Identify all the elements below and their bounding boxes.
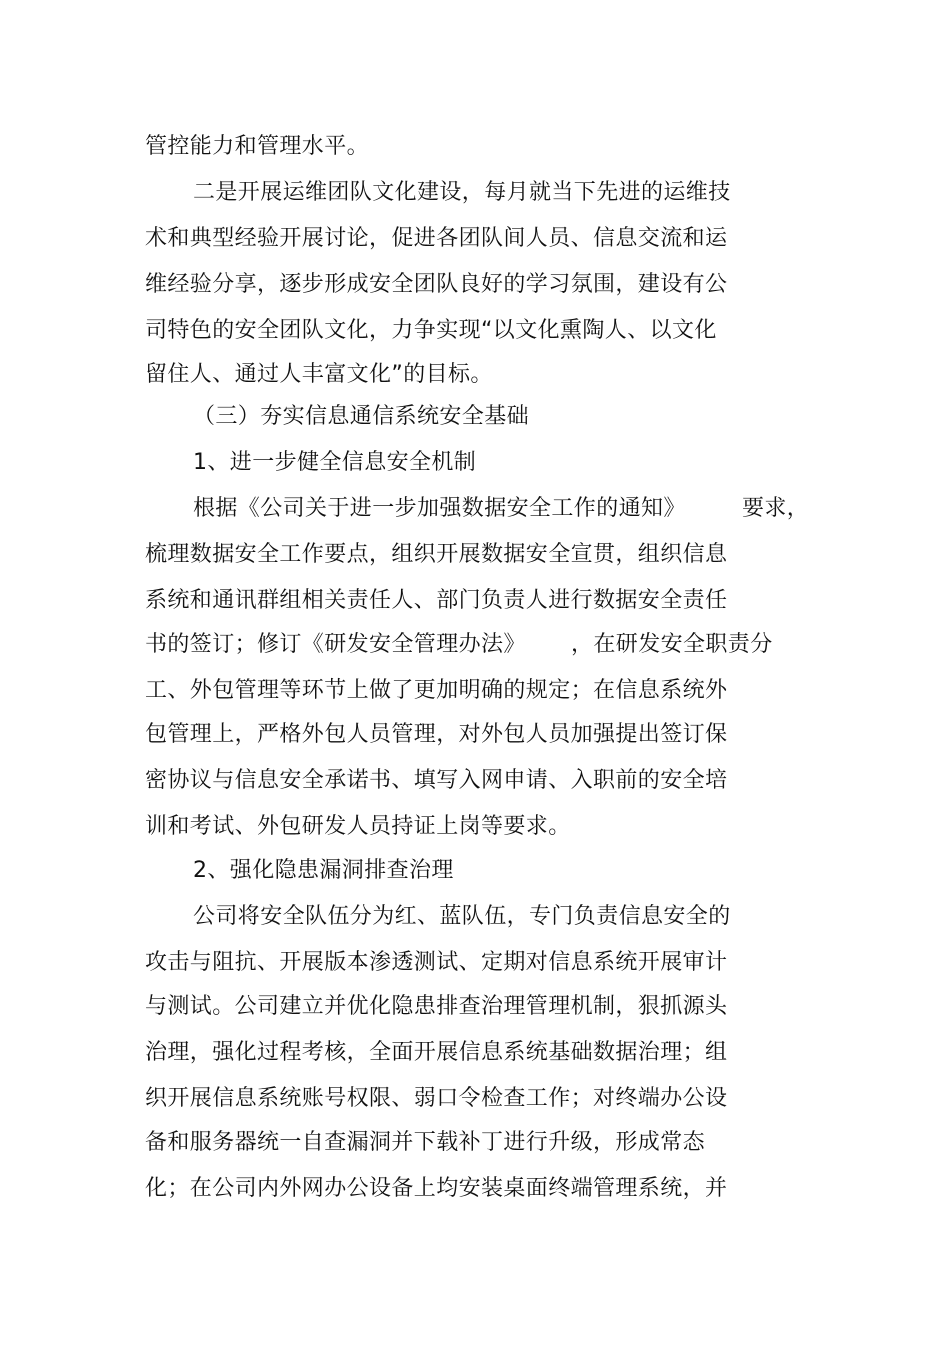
text-line: 司特色的安全团队文化，力争实现“以文化熏陶人、以文化 — [145, 318, 717, 343]
text-line: 书的签订；修订《研发安全管理办法》 — [145, 632, 526, 657]
text-line: 公司将安全队伍分为红、蓝队伍，专门负责信息安全的 — [193, 904, 731, 929]
text-line: 治理，强化过程考核，全面开展信息系统基础数据治理；组 — [145, 1040, 728, 1065]
text-line: 根据《公司关于进一步加强数据安全工作的通知》 — [193, 496, 686, 521]
text-line: 备和服务器统一自查漏洞并下载补丁进行升级，形成常态 — [145, 1130, 706, 1155]
text-line: 攻击与阻抗、开展版本渗透测试、定期对信息系统开展审计 — [145, 950, 728, 975]
subsection-heading: 2、强化隐患漏洞排查治理 — [193, 858, 454, 883]
text-line: 术和典型经验开展讨论，促进各团队间人员、信息交流和运 — [145, 226, 728, 251]
text-line: 管控能力和管理水平。 — [145, 134, 370, 159]
text-line: 密协议与信息安全承诺书、填写入网申请、入职前的安全培 — [145, 768, 728, 793]
text-line: ，在研发安全职责分 — [571, 632, 773, 657]
text-line: 留住人、通过人丰富文化”的目标。 — [145, 362, 493, 387]
text-line: 梳理数据安全工作要点，组织开展数据安全宣贯，组织信息 — [145, 542, 728, 567]
section-heading: （三）夯实信息通信系统安全基础 — [193, 404, 530, 429]
text-line: 与测试。公司建立并优化隐患排查治理管理机制，狠抓源头 — [145, 994, 728, 1019]
text-line: 包管理上，严格外包人员管理，对外包人员加强提出签订保 — [145, 722, 728, 747]
text-line: 工、外包管理等环节上做了更加明确的规定；在信息系统外 — [145, 678, 728, 703]
text-line: 维经验分享，逐步形成安全团队良好的学习氛围，建设有公 — [145, 272, 728, 297]
text-line: 训和考试、外包研发人员持证上岗等要求。 — [145, 814, 571, 839]
text-line: 系统和通讯群组相关责任人、部门负责人进行数据安全责任 — [145, 588, 728, 613]
text-line: 二是开展运维团队文化建设，每月就当下先进的运维技 — [193, 180, 731, 205]
text-line: 化；在公司内外网办公设备上均安装桌面终端管理系统，并 — [145, 1176, 728, 1201]
text-line: 要求， — [742, 496, 810, 521]
text-line: 织开展信息系统账号权限、弱口令检查工作；对终端办公设 — [145, 1086, 728, 1111]
subsection-heading: 1、进一步健全信息安全机制 — [193, 450, 477, 475]
